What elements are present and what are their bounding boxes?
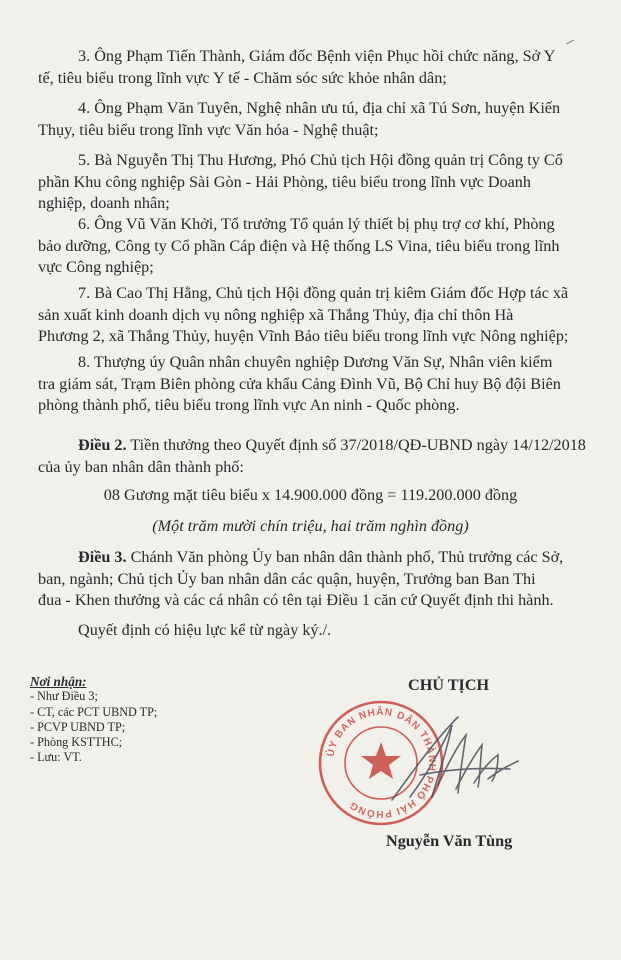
item-4-line-1: 4. Ông Phạm Văn Tuyên, Nghệ nhân ưu tú, địa chỉ xã Tú Sơn, huyện Kiến bbox=[78, 99, 561, 117]
seal-text: ỦY BAN NHÂN DÂN THÀNH PHỐ HẢI PHÒNG bbox=[325, 706, 438, 820]
item-4 bbox=[38, 98, 586, 141]
article-3-line-2: ban, ngành; Chủ tịch Ủy ban nhân dân các quận, huyện, Trưởng ban Ban Thi bbox=[38, 569, 536, 588]
article-3-line-3: đua - Khen thưởng và các cá nhân có tên tại Điều 1 căn cứ Quyết định thi hành. bbox=[38, 591, 554, 610]
effective-statement bbox=[38, 620, 586, 642]
item-7-line-2: sản xuất kinh doanh dịch vụ nông nghiệp xã Thắng Thủy, địa chỉ thôn Hà bbox=[38, 305, 514, 324]
item-3-line-2: tế, tiêu biểu trong lĩnh vực Y tế - Chăm sóc sức khỏe nhân dân; bbox=[38, 68, 447, 87]
article-3-text: Chánh Văn phòng Ủy ban nhân dân thành phố, Thủ trưởng các Sở, bbox=[126, 548, 564, 566]
item-5-line-1: 5. Bà Nguyễn Thị Thu Hương, Phó Chủ tịch Hội đồng quản trị Công ty Cổ bbox=[78, 151, 563, 169]
item-4-line-2: Thụy, tiêu biểu trong lĩnh vực Văn hóa - Nghệ thuật; bbox=[38, 120, 379, 139]
item-7-line-1: 7. Bà Cao Thị Hằng, Chủ tịch Hội đồng quản trị kiêm Giám đốc Hợp tác xã bbox=[78, 284, 569, 302]
recipients-heading: Nơi nhận: bbox=[30, 674, 87, 689]
item-5-line-2: phần Khu công nghiệp Sài Gòn - Hải Phòng, tiêu biểu trong lĩnh vực Doanh bbox=[38, 172, 531, 191]
item-8 bbox=[38, 352, 586, 417]
article-2-label: Điều 2. bbox=[78, 436, 127, 454]
item-7-line-3: Phương 2, xã Thắng Thủy, huyện Vĩnh Bảo tiêu biểu trong lĩnh vực Nông nghiệp; bbox=[38, 327, 569, 346]
recipient-item: - Lưu: VT. bbox=[30, 750, 82, 765]
recipient-item: - Như Điều 3; bbox=[30, 689, 98, 704]
article-3 bbox=[38, 547, 586, 612]
item-7 bbox=[38, 283, 586, 348]
handwritten-signature bbox=[380, 705, 530, 815]
effective-text: Quyết định có hiệu lực kể từ ngày ký./. bbox=[78, 621, 332, 639]
article-2-line-2: của ủy ban nhân dân thành phố: bbox=[38, 457, 244, 476]
item-3 bbox=[38, 46, 586, 89]
recipient-item: - Phòng KSTTHC; bbox=[30, 735, 123, 750]
scan-mark bbox=[566, 40, 574, 45]
recipients-block bbox=[30, 674, 157, 766]
item-6-line-2: bảo dưỡng, Công ty Cổ phần Cáp điện và Hệ thống LS Vina, tiêu biểu trong lĩnh bbox=[38, 236, 560, 255]
recipient-item: - PCVP UBND TP; bbox=[30, 719, 126, 734]
item-8-line-2: tra giám sát, Trạm Biên phòng cửa khẩu Cảng Đình Vũ, Bộ Chỉ huy Bộ đội Biên bbox=[38, 374, 561, 393]
article-2-text: Tiền thưởng theo Quyết định số 37/2018/QĐ-UBND ngày 14/12/2018 bbox=[126, 436, 586, 454]
article-3-label: Điều 3. bbox=[78, 548, 127, 566]
item-8-line-3: phòng thành phố, tiêu biểu trong lĩnh vực An ninh - Quốc phòng. bbox=[38, 396, 460, 415]
amount-in-words: (Một trăm mười chín triệu, hai trăm nghìn đồng) bbox=[152, 517, 469, 535]
item-6-line-1: 6. Ông Vũ Văn Khởi, Tổ trưởng Tổ quản lý thiết bị phụ trợ cơ khí, Phòng bbox=[78, 215, 555, 233]
recipient-item: - CT, các PCT UBND TP; bbox=[30, 704, 158, 719]
article-3-line-1 bbox=[38, 547, 586, 569]
signer-title: CHỦ TỊCH bbox=[408, 676, 490, 694]
item-5 bbox=[38, 150, 586, 215]
item-5-line-3: nghiệp, doanh nhân; bbox=[38, 194, 170, 213]
reward-calculation: 08 Gương mặt tiêu biểu x 14.900.000 đồng = 119.200.000 đồng bbox=[103, 486, 518, 504]
item-3-line-1: 3. Ông Phạm Tiến Thành, Giám đốc Bệnh viện Phục hồi chức năng, Sở Y bbox=[78, 47, 556, 65]
signer-name: Nguyễn Văn Tùng bbox=[386, 832, 513, 850]
item-8-line-1: 8. Thượng úy Quân nhân chuyên nghiệp Dương Văn Sự, Nhân viên kiểm bbox=[78, 353, 553, 371]
item-6 bbox=[38, 214, 586, 279]
article-2 bbox=[38, 435, 586, 478]
item-6-line-3: vực Công nghiệp; bbox=[38, 258, 154, 277]
article-2-line-1 bbox=[38, 435, 586, 457]
